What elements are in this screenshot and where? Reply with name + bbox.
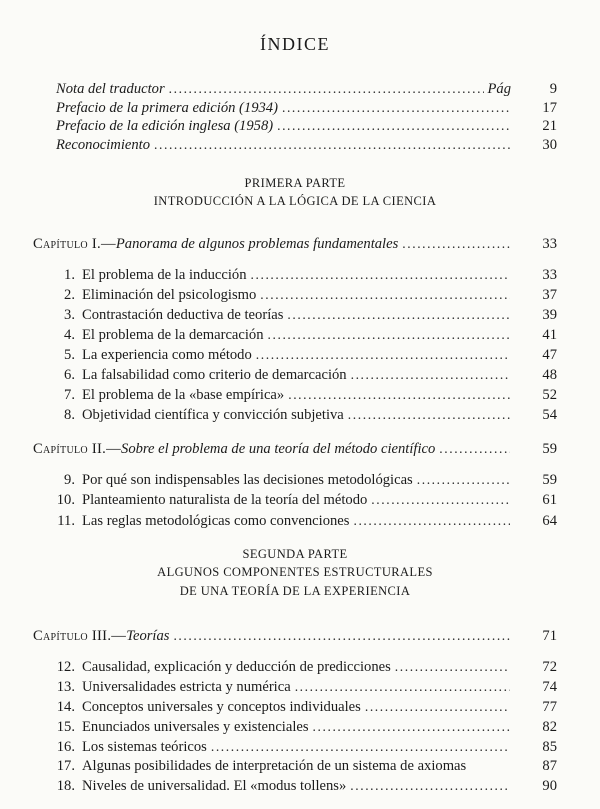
chapter-title: Teorías bbox=[126, 627, 170, 644]
section-list bbox=[33, 265, 557, 425]
toc-entry bbox=[33, 265, 557, 285]
dot-leader bbox=[395, 657, 510, 677]
chapter-label: Capítulo III.— bbox=[33, 627, 127, 644]
entry-title: Planteamiento naturalista de la teoría del método bbox=[82, 492, 368, 509]
entry-title: Enunciados universales y existenciales bbox=[82, 718, 309, 735]
page-number: 87 bbox=[542, 757, 557, 774]
toc-entry bbox=[56, 117, 557, 136]
chapter-entry bbox=[33, 234, 557, 254]
entry-title: La falsabilidad como criterio de demarcación bbox=[82, 367, 347, 383]
dot-leader bbox=[169, 80, 485, 99]
entry-number: 9. bbox=[64, 472, 75, 488]
toc-entry bbox=[33, 737, 557, 757]
chapter-entry bbox=[33, 439, 557, 459]
toc-entry bbox=[33, 405, 557, 425]
page-number: 59 bbox=[542, 441, 557, 457]
toc-entry bbox=[33, 776, 557, 796]
entry-title: Prefacio de la edición inglesa (1958) bbox=[56, 118, 274, 135]
entry-title: La experiencia como método bbox=[82, 347, 252, 363]
dot-leader bbox=[256, 345, 510, 365]
entry-title: Niveles de universalidad. El «modus tollens» bbox=[82, 777, 347, 794]
part-heading-segunda bbox=[33, 545, 557, 601]
entry-number: 12. bbox=[56, 658, 75, 675]
page-number: 54 bbox=[542, 407, 557, 423]
page-number: 72 bbox=[542, 658, 557, 675]
entry-number: 17. bbox=[56, 757, 75, 774]
front-matter-list bbox=[56, 80, 557, 155]
entry-title: Conceptos universales y conceptos individuales bbox=[82, 698, 361, 715]
entry-number: 11. bbox=[57, 512, 75, 529]
entry-title: Las reglas metodológicas como convenciones bbox=[82, 512, 350, 529]
page-number: 48 bbox=[542, 367, 557, 383]
entry-title: Causalidad, explicación y deducción de predicciones bbox=[82, 658, 391, 675]
part-subtitle: DE UNA TEORÍA DE LA EXPERIENCIA bbox=[179, 584, 411, 599]
toc-entry bbox=[33, 325, 557, 345]
toc-entry bbox=[33, 285, 557, 305]
section-list bbox=[33, 657, 557, 796]
part-title: PRIMERA PARTE bbox=[244, 175, 346, 190]
dot-leader bbox=[268, 325, 510, 345]
toc-entry bbox=[56, 136, 557, 155]
entry-number: 10. bbox=[56, 492, 75, 509]
entry-number: 1. bbox=[64, 267, 75, 283]
dot-leader bbox=[211, 737, 510, 757]
entry-title: Objetividad científica y convicción subjetiva bbox=[82, 407, 344, 423]
page-number: 71 bbox=[542, 627, 557, 644]
page-number: 61 bbox=[542, 492, 557, 509]
page-number: 30 bbox=[542, 137, 557, 154]
dot-leader bbox=[313, 717, 510, 737]
entry-title: Reconocimiento bbox=[56, 137, 151, 154]
part-heading-primera bbox=[33, 174, 557, 211]
dot-leader bbox=[260, 285, 510, 305]
page-number: 21 bbox=[542, 118, 557, 135]
part-subtitle: INTRODUCCIÓN A LA LÓGICA DE LA CIENCIA bbox=[153, 194, 437, 209]
entry-title: Prefacio de la primera edición (1934) bbox=[56, 99, 278, 116]
page-number: 33 bbox=[542, 267, 557, 283]
dot-leader bbox=[295, 677, 510, 697]
chapter-title: Panorama de algunos problemas fundamentales bbox=[115, 236, 399, 252]
dot-leader bbox=[371, 490, 510, 510]
dot-leader bbox=[288, 385, 510, 405]
page-number: 33 bbox=[542, 236, 557, 252]
page-number: 9 bbox=[549, 81, 557, 97]
toc-entry bbox=[33, 757, 557, 776]
dot-leader bbox=[287, 305, 510, 325]
entry-title: Algunas posibilidades de interpretación de un sistema de axiomas bbox=[82, 757, 467, 774]
entry-title: Por qué son indispensables las decisiones metodológicas bbox=[82, 472, 413, 488]
dot-leader bbox=[439, 439, 510, 459]
toc-entry bbox=[33, 365, 557, 385]
entry-title: Nota del traductor bbox=[56, 81, 165, 97]
page-number: 41 bbox=[542, 327, 557, 343]
chapter-label: Capítulo I.— bbox=[33, 236, 116, 252]
entry-number: 2. bbox=[64, 287, 75, 303]
entry-title: El problema de la «base empírica» bbox=[82, 387, 285, 403]
dot-leader bbox=[348, 405, 510, 425]
page-number: 17 bbox=[542, 99, 557, 116]
entry-title: Contrastación deductiva de teorías bbox=[82, 307, 284, 323]
toc-entry bbox=[33, 697, 557, 717]
page-number: 77 bbox=[542, 698, 557, 715]
page-title: ÍNDICE bbox=[260, 34, 330, 54]
dot-leader bbox=[350, 776, 510, 796]
toc-entry bbox=[33, 385, 557, 405]
entry-number: 6. bbox=[64, 367, 75, 383]
toc-entry bbox=[33, 345, 557, 365]
page-number: 90 bbox=[542, 777, 557, 794]
toc-entry bbox=[33, 511, 557, 531]
entry-number: 13. bbox=[56, 678, 75, 695]
entry-title: Eliminación del psicologismo bbox=[82, 287, 257, 303]
entry-number: 14. bbox=[56, 698, 75, 715]
entry-title: Universalidades estricta y numérica bbox=[82, 678, 291, 695]
entry-title: El problema de la inducción bbox=[82, 267, 247, 283]
chapter-title: Sobre el problema de una teoría del método científico bbox=[121, 441, 436, 457]
entry-number: 8. bbox=[64, 407, 75, 423]
toc-entry bbox=[33, 677, 557, 697]
page-number: 47 bbox=[542, 347, 557, 363]
toc-entry bbox=[33, 470, 557, 490]
entry-number: 18. bbox=[56, 777, 75, 794]
entry-title: Los sistemas teóricos bbox=[82, 738, 207, 755]
entry-number: 16. bbox=[56, 738, 75, 755]
pag-column-label: Pág bbox=[487, 81, 511, 97]
part-subtitle: ALGUNOS COMPONENTES ESTRUCTURALES bbox=[157, 565, 433, 580]
entry-title: El problema de la demarcación bbox=[82, 327, 264, 343]
page-number: 59 bbox=[542, 472, 557, 488]
chapter-entry bbox=[33, 626, 557, 646]
dot-leader bbox=[351, 365, 510, 385]
page-number: 37 bbox=[542, 287, 557, 303]
section-list bbox=[33, 470, 557, 531]
entry-number: 5. bbox=[64, 347, 75, 363]
toc-entry bbox=[33, 717, 557, 737]
part-title: SEGUNDA PARTE bbox=[242, 546, 348, 561]
toc-entry bbox=[56, 99, 557, 118]
entry-number: 15. bbox=[56, 718, 75, 735]
toc-entry bbox=[33, 305, 557, 325]
dot-leader bbox=[402, 234, 510, 254]
dot-leader bbox=[173, 626, 510, 646]
page-number: 39 bbox=[542, 307, 557, 323]
entry-number: 3. bbox=[64, 307, 75, 323]
toc-entry bbox=[33, 657, 557, 677]
toc-entry bbox=[56, 80, 557, 99]
dot-leader bbox=[365, 697, 510, 717]
page-number: 64 bbox=[542, 512, 557, 529]
toc-entry bbox=[33, 490, 557, 510]
dot-leader bbox=[251, 265, 510, 285]
chapter-label: Capítulo II.— bbox=[33, 441, 122, 457]
entry-number: 4. bbox=[64, 327, 75, 343]
page-number: 82 bbox=[542, 718, 557, 735]
dot-leader bbox=[277, 117, 510, 136]
page-number: 74 bbox=[542, 678, 557, 695]
dot-leader bbox=[154, 136, 510, 155]
dot-leader bbox=[282, 99, 510, 118]
dot-leader bbox=[417, 470, 510, 490]
dot-leader bbox=[353, 511, 510, 531]
page-number: 85 bbox=[542, 738, 557, 755]
page-number: 52 bbox=[542, 387, 557, 403]
entry-number: 7. bbox=[64, 387, 75, 403]
